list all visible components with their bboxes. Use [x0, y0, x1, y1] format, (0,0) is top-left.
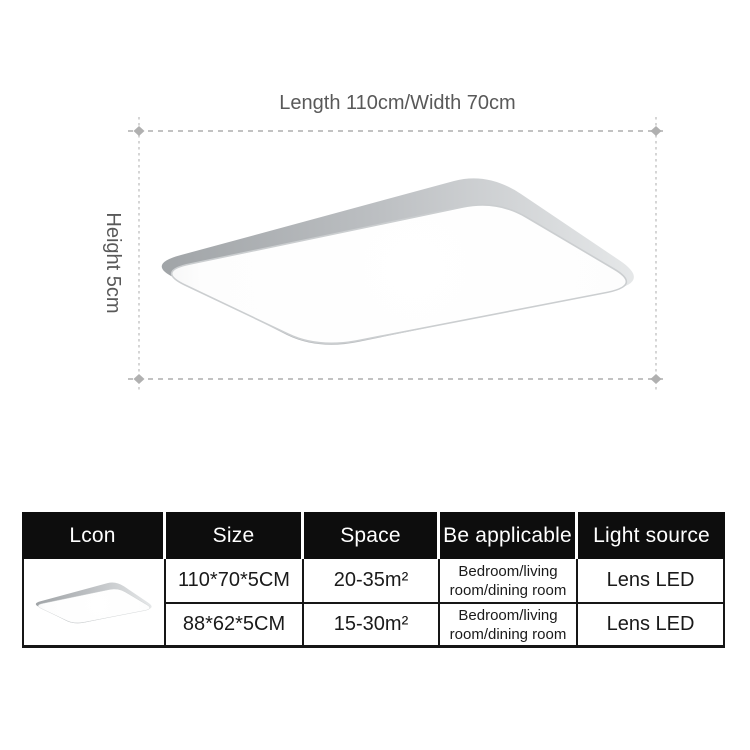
ceiling-lamp-icon [30, 577, 158, 627]
header-cell-space: Space [304, 512, 440, 559]
diamond-marker-icon [651, 374, 662, 384]
diamond-marker-icon [651, 126, 662, 136]
table-cell-applicable: Bedroom/living room/dining room [440, 559, 578, 604]
header-cell-icon: Lcon [22, 512, 166, 559]
header-cell-applicable: Be applicable [440, 512, 578, 559]
table-cell-size: 88*62*5CM [166, 604, 304, 648]
table-cell-size: 110*70*5CM [166, 559, 304, 604]
length-dimension-label: Length 110cm/Width 70cm [279, 92, 516, 114]
table-cell-light-source: Lens LED [578, 559, 725, 604]
header-cell-size: Size [166, 512, 304, 559]
diamond-marker-icon [134, 126, 145, 136]
spec-table [22, 512, 725, 648]
table-cell-space: 20-35m² [304, 559, 440, 604]
table-cell-light-source: Lens LED [578, 604, 725, 648]
table-cell-space: 15-30m² [304, 604, 440, 648]
ceiling-lamp-icon [162, 178, 634, 344]
height-dimension-label: Height 5cm [102, 212, 124, 314]
table-cell-applicable: Bedroom/living room/dining room [440, 604, 578, 648]
product-thumbnail-cell [22, 559, 166, 648]
header-cell-light-source: Light source [578, 512, 725, 559]
diamond-marker-icon [134, 374, 145, 384]
